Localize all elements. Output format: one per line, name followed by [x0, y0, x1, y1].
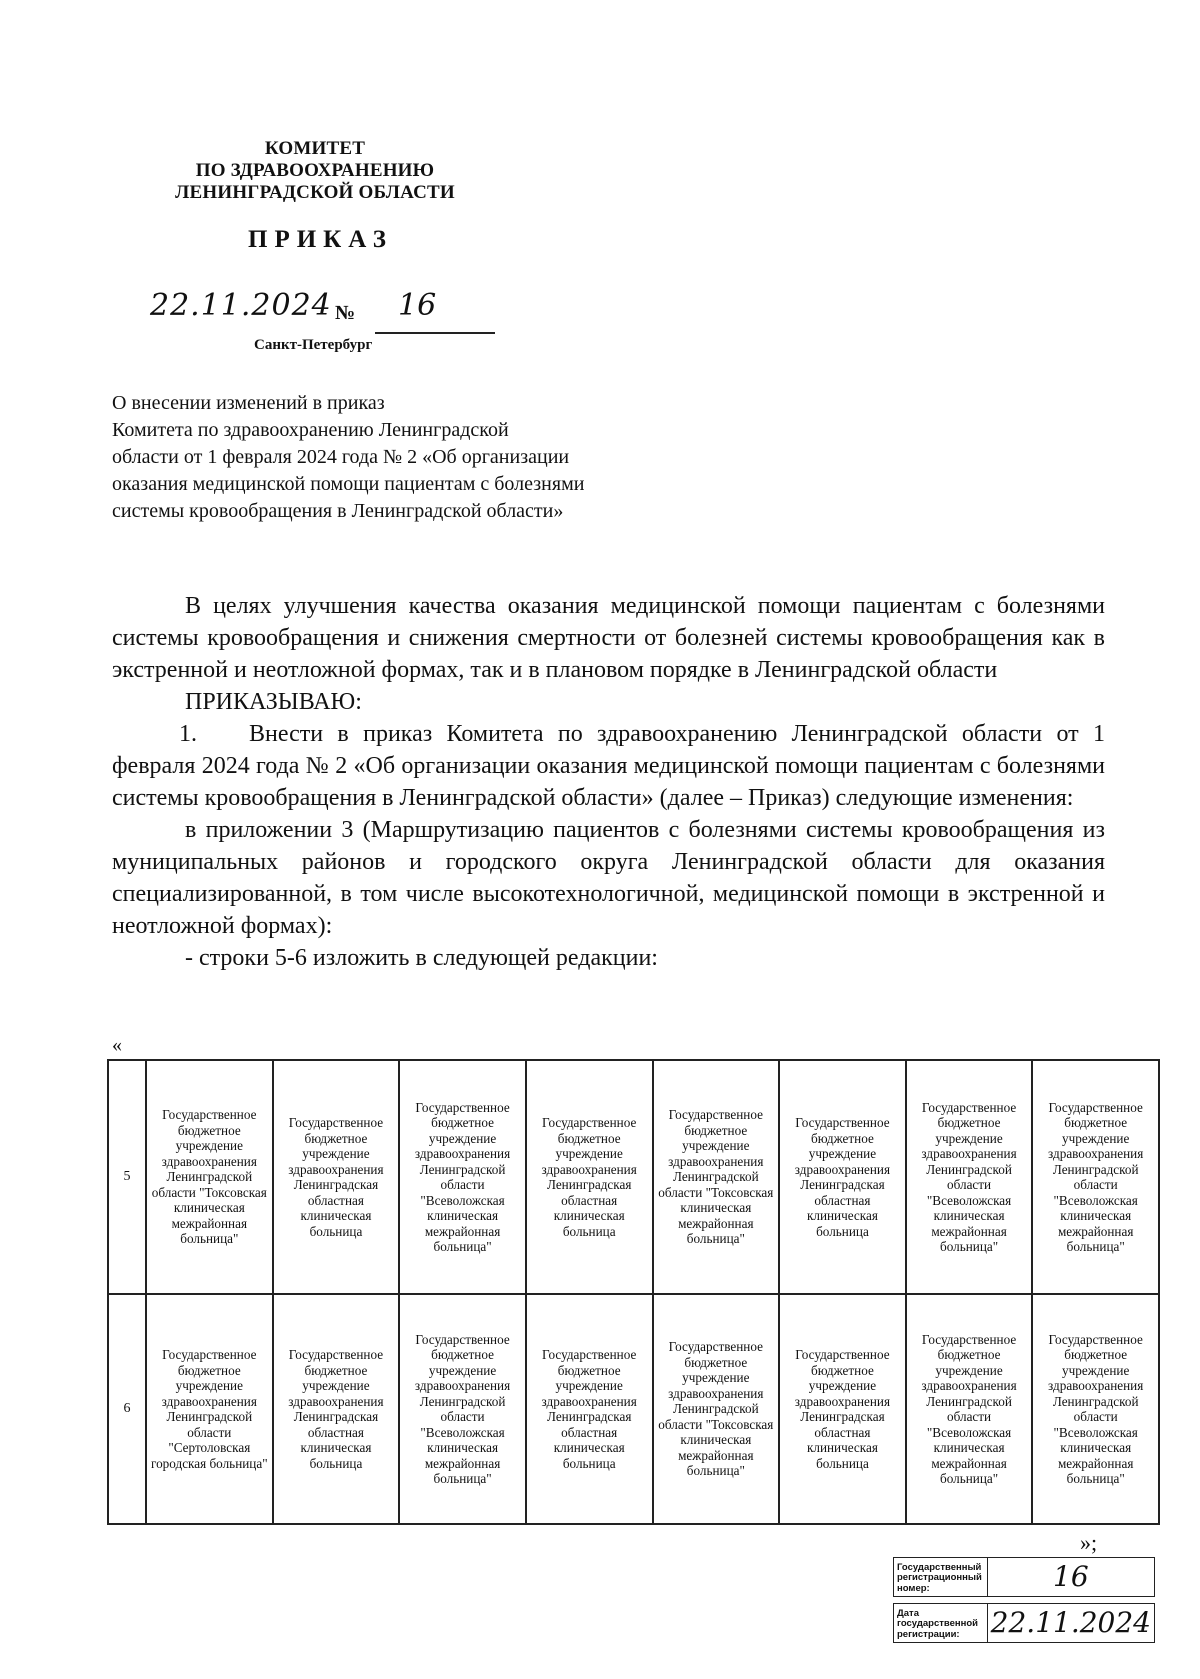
table-row	[108, 1294, 1159, 1524]
row-number: 6	[108, 1294, 146, 1524]
table-cell: Государственное бюджетное учреждение здравоохранения Ленинградской области "Токсовская клиническая межрайонная больница"	[653, 1294, 780, 1524]
registration-number-value: 16	[987, 1558, 1154, 1597]
subject-line: О внесении изменений в приказ	[112, 392, 385, 414]
table-cell: Государственное бюджетное учреждение здравоохранения Ленинградская областная клиническая больница	[273, 1060, 400, 1294]
table-row	[108, 1060, 1159, 1294]
table-cell: Государственное бюджетное учреждение здравоохранения Ленинградской области "Всеволожская клиническая межрайонная больница"	[1032, 1060, 1159, 1294]
number-sign: №	[335, 302, 356, 324]
preamble-paragraph: В целях улучшения качества оказания медицинской помощи пациентам с болезнями системы кровообращения и снижения смертности от болезней системы кровообращения как в экстренной и неотложной формах, так и в плановом порядке в Ленинградской области	[112, 593, 1105, 683]
city: Санкт-Петербург	[254, 337, 373, 353]
registration-date-label: Дата государственной регистрации:	[894, 1604, 988, 1643]
subject-line: оказания медицинской помощи пациентам с болезнями	[112, 473, 585, 495]
document-type: ПРИКАЗ	[248, 226, 393, 253]
table-cell: Государственное бюджетное учреждение здравоохранения Ленинградской области "Сертоловская городская больница"	[146, 1294, 273, 1524]
header-line: ПО ЗДРАВООХРАНЕНИЮ	[195, 160, 435, 181]
order-subject	[112, 390, 712, 525]
handwritten-number: 16	[398, 288, 437, 323]
table-cell: Государственное бюджетное учреждение здравоохранения Ленинградской области "Всеволожская клиническая межрайонная больница"	[906, 1060, 1033, 1294]
table-cell: Государственное бюджетное учреждение здравоохранения Ленинградская областная клиническая больница	[779, 1294, 906, 1524]
table-cell: Государственное бюджетное учреждение здравоохранения Ленинградской области "Всеволожская клиническая межрайонная больница"	[399, 1294, 526, 1524]
table-cell: Государственное бюджетное учреждение здравоохранения Ленинградская областная клиническая больница	[273, 1294, 400, 1524]
registration-number-row	[894, 1558, 1155, 1597]
clause-1	[112, 718, 1105, 814]
header-line: ЛЕНИНГРАДСКОЙ ОБЛАСТИ	[175, 182, 455, 203]
table-cell: Государственное бюджетное учреждение здравоохранения Ленинградской области "Токсовская клиническая межрайонная больница"	[653, 1060, 780, 1294]
subject-line: системы кровообращения в Ленинградской области»	[112, 500, 564, 522]
order-body	[112, 590, 1105, 974]
handwritten-date: 22.11.2024	[150, 288, 332, 323]
subject-line: области от 1 февраля 2024 года № 2 «Об организации	[112, 446, 570, 468]
table-cell: Государственное бюджетное учреждение здравоохранения Ленинградской области "Всеволожская клиническая межрайонная больница"	[906, 1294, 1033, 1524]
rows-instruction: - строки 5-6 изложить в следующей редакции:	[185, 945, 658, 971]
subject-line: Комитета по здравоохранению Ленинградской	[112, 419, 509, 441]
order-directive: ПРИКАЗЫВАЮ:	[185, 689, 362, 715]
table-cell: Государственное бюджетное учреждение здравоохранения Ленинградская областная клиническая больница	[526, 1294, 653, 1524]
appendix-paragraph: в приложении 3 (Маршрутизацию пациентов с болезнями системы кровообращения из муниципальных районов и городского округа Ленинградской области для оказания специализированной, в том числе высокотехнологичной, медицинской помощи в экстренной и неотложной формах):	[112, 817, 1105, 939]
registration-stamp	[893, 1557, 1155, 1643]
closing-quote: »;	[1080, 1530, 1098, 1555]
clause-1-text: Внести в приказ Комитета по здравоохранению Ленинградской области от 1 февраля 2024 года № 2 «Об организации оказания медицинской помощи пациентам с болезнями системы кровообращения в Ленинградской области» (далее – Приказ) следующие изменения:	[112, 721, 1105, 811]
order-date-number	[150, 288, 485, 338]
number-underline	[375, 332, 495, 334]
header-line: КОМИТЕТ	[264, 138, 366, 159]
table-cell: Государственное бюджетное учреждение здравоохранения Ленинградской области "Токсовская клиническая межрайонная больница"	[146, 1060, 273, 1294]
stamp-gap	[894, 1597, 1155, 1604]
registration-number-label: Государственный регистрационный номер:	[894, 1558, 988, 1597]
registration-date-row	[894, 1604, 1155, 1643]
table-cell: Государственное бюджетное учреждение здравоохранения Ленинградская областная клиническая больница	[526, 1060, 653, 1294]
row-number: 5	[108, 1060, 146, 1294]
committee-header	[160, 138, 470, 204]
table-cell: Государственное бюджетное учреждение здравоохранения Ленинградская областная клиническая больница	[779, 1060, 906, 1294]
routing-table	[107, 1059, 1160, 1525]
opening-quote: «	[112, 1034, 122, 1056]
table-cell: Государственное бюджетное учреждение здравоохранения Ленинградской области "Всеволожская клиническая межрайонная больница"	[399, 1060, 526, 1294]
table-cell: Государственное бюджетное учреждение здравоохранения Ленинградской области "Всеволожская клиническая межрайонная больница"	[1032, 1294, 1159, 1524]
clause-number: 1.	[179, 721, 197, 747]
registration-date-value: 22.11.2024	[987, 1604, 1154, 1643]
